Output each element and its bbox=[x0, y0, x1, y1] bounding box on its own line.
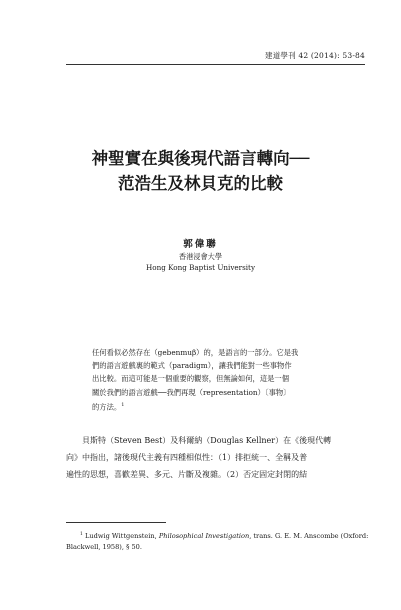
affiliation-zh: 香港浸會大學 bbox=[178, 252, 223, 261]
footnote-marker: 1 bbox=[80, 532, 83, 537]
epigraph-line: 關於我們的語言遊戲──我們再現（representation）〔事物〕 bbox=[92, 387, 291, 397]
footnote bbox=[66, 530, 369, 552]
title-line-2: 范浩生及林貝克的比較 bbox=[118, 174, 283, 193]
footnote-line-2: Blackwell, 1958), § 50. bbox=[66, 542, 142, 551]
epigraph-footnote-marker[interactable]: 1 bbox=[121, 401, 125, 408]
footnote-line-1 bbox=[66, 530, 369, 542]
body-line: 貝斯特（Steven Best）及科爾納（Douglas Kellner）在《後現代轉 bbox=[82, 436, 332, 445]
epigraph bbox=[92, 346, 365, 413]
epigraph-line-last bbox=[92, 399, 365, 414]
footnote-author: Ludwig Wittgenstein, bbox=[84, 532, 159, 541]
body-line: 向》中指出，諸後現代主義有四種相似性：（1）排拒統一、全稱及普 bbox=[66, 453, 308, 462]
footnote-publication: , trans. G. E. M. Anscombe (Oxford: bbox=[249, 532, 369, 541]
epigraph-line: 任何看似必然存在（gebenmuβ）的，是語言的一部分。它是我 bbox=[92, 348, 299, 357]
journal-header: 建道學刊 42 (2014): 53-84 bbox=[265, 51, 365, 60]
header-rule bbox=[66, 64, 365, 65]
article-title bbox=[40, 146, 361, 196]
body-line: 遍性的思想，喜歡差異、多元、片斷及複雜。（2）否定固定封閉的結 bbox=[66, 470, 308, 479]
footnote-rule bbox=[66, 522, 166, 523]
epigraph-line: 們的語言遊戲裏的範式（paradigm），讓我們能對一些事物作 bbox=[92, 361, 292, 371]
body-paragraph bbox=[66, 432, 365, 483]
epigraph-line: 出比較。而這可能是一個重要的觀察，但無論如何，這是一個 bbox=[92, 374, 290, 384]
affiliation-en: Hong Kong Baptist University bbox=[145, 263, 256, 272]
epigraph-line-text: 的方法。 bbox=[92, 402, 122, 412]
author-affiliation bbox=[0, 251, 401, 273]
title-line-1: 神聖實在與後現代語言轉向── bbox=[91, 149, 310, 168]
footnote-book-title: Philosophical Investigation bbox=[158, 532, 250, 541]
author-name: 郭偉聯 bbox=[183, 239, 218, 250]
